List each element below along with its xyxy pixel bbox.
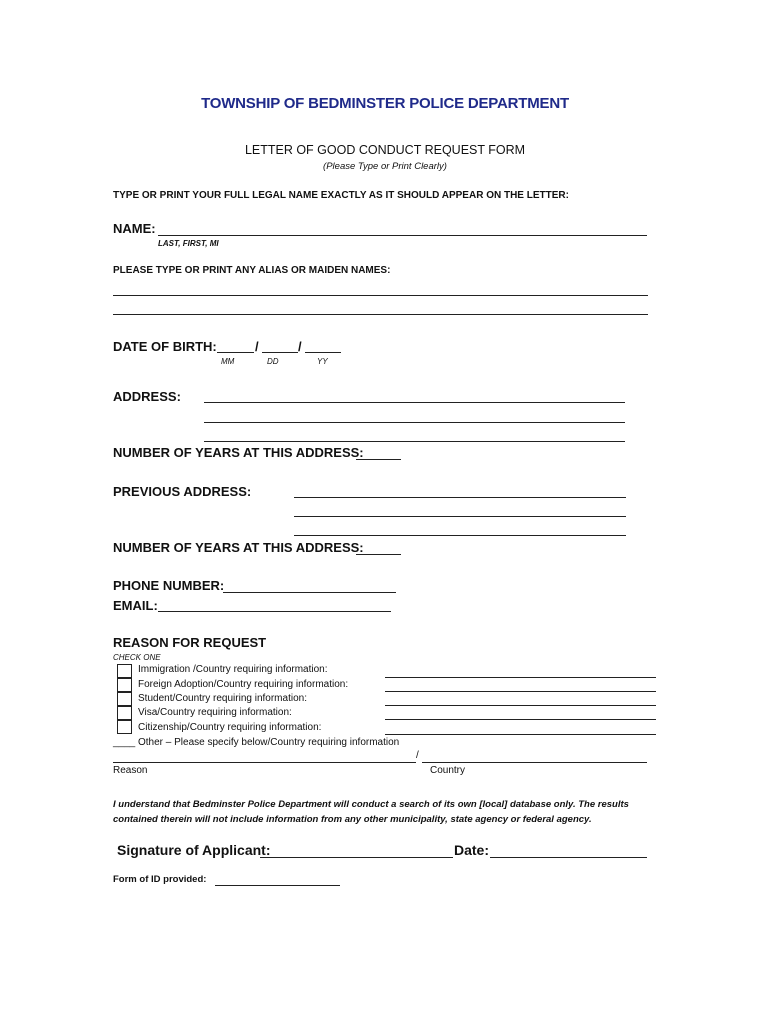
- previous-address-label: PREVIOUS ADDRESS:: [113, 484, 252, 499]
- dob-year-field[interactable]: [305, 352, 341, 353]
- address-years-field[interactable]: [356, 459, 401, 460]
- foreign-adoption-country-field[interactable]: [385, 691, 656, 692]
- signature-label: Signature of Applicant:: [117, 842, 271, 858]
- visa-label: Visa/Country requiring information:: [138, 707, 292, 718]
- print-note: (Please Type or Print Clearly): [323, 161, 447, 172]
- immigration-country-field[interactable]: [385, 677, 656, 678]
- date-field[interactable]: [490, 857, 647, 858]
- address-field-2[interactable]: [204, 422, 625, 423]
- reason-caption: Reason: [113, 765, 148, 776]
- page-title: TOWNSHIP OF BEDMINSTER POLICE DEPARTMENT: [201, 95, 569, 112]
- alias-label: PLEASE TYPE OR PRINT ANY ALIAS OR MAIDEN NAMES:: [113, 265, 391, 276]
- name-instruction: TYPE OR PRINT YOUR FULL LEGAL NAME EXACTLY AS IT SHOULD APPEAR ON THE LETTER:: [113, 190, 569, 201]
- disclaimer-line-1: I understand that Bedminster Police Department will conduct a search of its own [local] database only. The results: [113, 799, 629, 810]
- other-label: Other – Please specify below/Country requiring information: [138, 737, 400, 748]
- dob-mm-hint: MM: [221, 357, 235, 366]
- dob-month-field[interactable]: [217, 352, 254, 353]
- name-label: NAME:: [113, 221, 156, 236]
- dob-dd-hint: DD: [267, 357, 279, 366]
- student-checkbox[interactable]: [117, 692, 132, 706]
- previous-years-label: NUMBER OF YEARS AT THIS ADDRESS:: [113, 540, 364, 555]
- date-label: Date:: [454, 842, 490, 858]
- alias-field-1[interactable]: [113, 295, 648, 296]
- other-reason-field[interactable]: [113, 762, 416, 763]
- country-caption: Country: [430, 765, 466, 776]
- disclaimer-line-2: contained therein will not include information from any other municipality, state agency or federal agency.: [113, 814, 592, 825]
- student-country-field[interactable]: [385, 705, 656, 706]
- visa-checkbox[interactable]: [117, 706, 132, 720]
- email-field[interactable]: [158, 611, 391, 612]
- check-one-hint: CHECK ONE: [113, 653, 161, 662]
- address-field-1[interactable]: [204, 402, 625, 403]
- student-label: Student/Country requiring information:: [138, 693, 307, 704]
- other-checkbox-blank[interactable]: ____: [113, 737, 136, 748]
- previous-address-field-1[interactable]: [294, 497, 626, 498]
- reason-country-separator: /: [416, 750, 419, 761]
- address-label: ADDRESS:: [113, 389, 181, 404]
- dob-separator: /: [255, 339, 259, 354]
- signature-field[interactable]: [260, 857, 453, 858]
- phone-field[interactable]: [223, 592, 396, 593]
- email-label: EMAIL:: [113, 598, 158, 613]
- dob-yy-hint: YY: [317, 357, 328, 366]
- citizenship-checkbox[interactable]: [117, 720, 132, 734]
- previous-address-field-2[interactable]: [294, 516, 626, 517]
- other-country-field[interactable]: [422, 762, 647, 763]
- immigration-checkbox[interactable]: [117, 664, 132, 678]
- foreign-adoption-checkbox[interactable]: [117, 678, 132, 692]
- citizenship-label: Citizenship/Country requiring information:: [138, 722, 322, 733]
- address-years-label: NUMBER OF YEARS AT THIS ADDRESS:: [113, 445, 364, 460]
- phone-label: PHONE NUMBER:: [113, 578, 225, 593]
- reason-heading: REASON FOR REQUEST: [113, 635, 267, 650]
- visa-country-field[interactable]: [385, 719, 656, 720]
- name-field[interactable]: [158, 235, 647, 236]
- name-hint: LAST, FIRST, MI: [158, 239, 219, 248]
- alias-field-2[interactable]: [113, 314, 648, 315]
- previous-years-field[interactable]: [356, 554, 401, 555]
- form-title: LETTER OF GOOD CONDUCT REQUEST FORM: [244, 143, 526, 157]
- dob-day-field[interactable]: [262, 352, 298, 353]
- dob-label: DATE OF BIRTH:: [113, 339, 217, 354]
- address-field-3[interactable]: [204, 441, 625, 442]
- id-field[interactable]: [215, 885, 340, 886]
- dob-separator: /: [298, 339, 302, 354]
- immigration-label: Immigration /Country requiring information:: [138, 664, 328, 675]
- id-label: Form of ID provided:: [113, 874, 207, 885]
- foreign-adoption-label: Foreign Adoption/Country requiring information:: [138, 679, 349, 690]
- citizenship-country-field[interactable]: [385, 734, 656, 735]
- previous-address-field-3[interactable]: [294, 535, 626, 536]
